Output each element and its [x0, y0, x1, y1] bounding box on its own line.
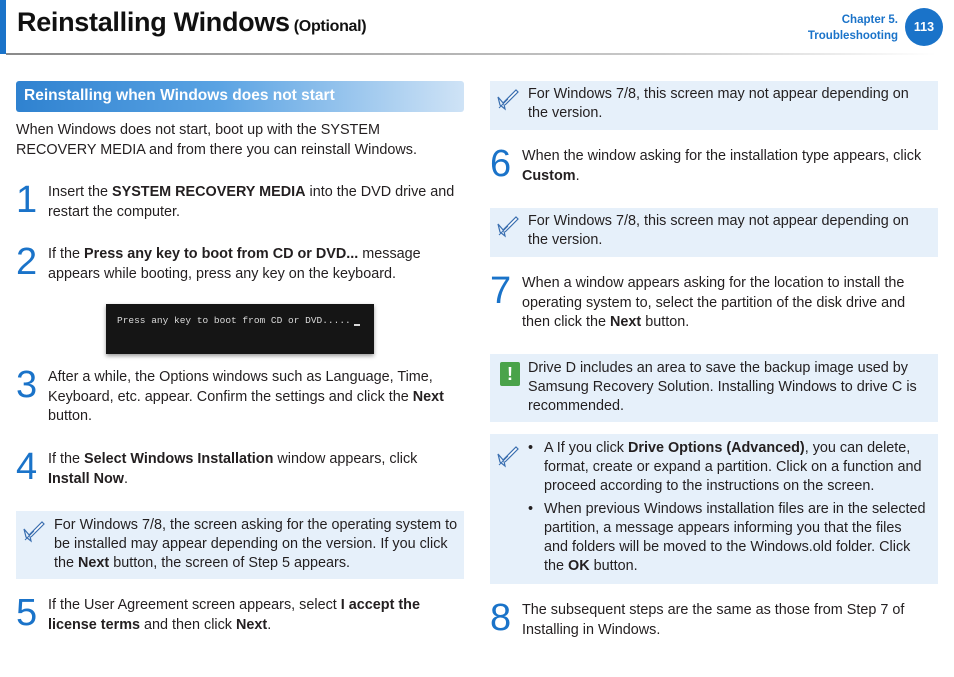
- step-number: 8: [490, 597, 512, 639]
- tip-text-part: When previous Windows installation files are in the selected partition, a message appears informing you that the files and folders will be moved to the Windows.old folder. Click the: [544, 501, 926, 574]
- step-text-bold: Next: [412, 388, 444, 405]
- section-heading: [16, 81, 464, 112]
- chapter-title: Troubleshooting: [807, 30, 898, 42]
- chapter-number: Chapter 5.: [841, 14, 898, 26]
- page-title-optional: (Optional): [293, 18, 367, 35]
- step-number: 6: [490, 143, 512, 185]
- boot-screen-text: Press any key to boot from CD or DVD.....: [117, 315, 351, 326]
- section-heading-text: Reinstalling when Windows does not start: [24, 87, 335, 104]
- cursor: [354, 324, 360, 326]
- step-8-text: The subsequent steps are the same as those from Step 7 of Installing in Windows.: [522, 602, 905, 638]
- tip-text-part: A If you click: [544, 440, 628, 456]
- step-text-part: When a window appears asking for the location to install the operating system to, select the partition of the disk drive and then click the: [522, 275, 906, 330]
- step-text-part: After a while, the Options windows such as Language, Time, Keyboard, etc. appear. Confirm the settings and click the: [48, 369, 433, 405]
- step-1-text: [48, 183, 458, 222]
- tips-list: [528, 439, 926, 580]
- step-text-bold: SYSTEM RECOVERY MEDIA: [112, 184, 306, 200]
- note-box: [490, 81, 938, 130]
- note-text-bold: Next: [78, 555, 110, 571]
- step-number: 2: [16, 241, 38, 283]
- note-text-part: button, the screen of Step 5 appears.: [109, 555, 351, 571]
- step-number: 1: [16, 179, 38, 221]
- step-text-part: into the DVD drive and restart the computer.: [48, 184, 455, 220]
- step-text-part: If the: [48, 451, 84, 467]
- note-box: [490, 208, 938, 257]
- step-text-part: .: [575, 167, 580, 184]
- boot-screen-image: [106, 304, 374, 354]
- tip-text-part: button.: [589, 558, 638, 574]
- note-text: For Windows 7/8, this screen may not appear depending on the version.: [528, 86, 909, 121]
- note-text: [54, 516, 459, 573]
- step-number: 7: [490, 270, 512, 312]
- list-item: [528, 500, 926, 576]
- chapter-label: [808, 12, 898, 44]
- tips-box: [490, 434, 938, 584]
- tip-text-bold: Drive Options (Advanced): [627, 440, 805, 456]
- step-text-bold: Install Now: [48, 470, 124, 487]
- pencil-note-icon: [22, 519, 46, 543]
- note-text: For Windows 7/8, this screen may not appear depending on the version.: [528, 213, 909, 248]
- step-number: 4: [16, 446, 38, 488]
- step-7-text: [522, 274, 937, 333]
- step-text-part: If the: [48, 246, 84, 262]
- pencil-note-icon: [496, 87, 520, 111]
- page-title: [17, 7, 366, 38]
- exclamation-icon: !: [500, 362, 520, 386]
- step-text-part: If the User Agreement screen appears, select: [48, 597, 341, 613]
- step-4-text: [48, 450, 458, 489]
- step-6-text: [522, 147, 934, 186]
- step-text-part: message appears while booting, press any key on the keyboard.: [48, 246, 421, 282]
- step-text-part: button.: [641, 314, 690, 330]
- page-title-text: Reinstalling Windows: [17, 7, 290, 37]
- step-text-part: Insert the: [48, 184, 112, 200]
- step-text-bold: Select Windows Installation: [84, 451, 274, 467]
- step-text-bold: Next: [236, 616, 268, 633]
- section-intro: When Windows does not start, boot up with the SYSTEM RECOVERY MEDIA and from there you can reinstall Windows.: [16, 122, 417, 158]
- tip-text-part: , you can delete, format, create or expand a partition. Click on a function and proceed according to the instructions on the screen.: [544, 440, 922, 494]
- step-text-bold: Press any key to boot from CD or DVD...: [84, 246, 359, 262]
- header-divider: [6, 53, 936, 55]
- pencil-note-icon: [496, 444, 520, 468]
- step-2-text: [48, 245, 458, 284]
- step-text-bold: Next: [610, 314, 642, 330]
- step-text-part: .: [123, 470, 128, 487]
- step-3-text: [48, 368, 460, 427]
- warning-text: Drive D includes an area to save the backup image used by Samsung Recovery Solution. Installing Windows to drive C is recommended.: [528, 360, 917, 414]
- note-box: [16, 511, 464, 579]
- tip-text-bold: OK: [568, 558, 590, 574]
- step-text-bold: I accept the license terms: [48, 597, 420, 633]
- step-text-bold: Custom: [522, 167, 576, 184]
- step-text-part: When the window asking for the installation type appears, click: [522, 148, 922, 164]
- step-text-part: .: [267, 616, 272, 633]
- list-item: [528, 439, 926, 496]
- note-text-part: For Windows 7/8, the screen asking for the operating system to be installed may appear depending on the version. If you click the: [54, 517, 458, 571]
- pencil-note-icon: [496, 214, 520, 238]
- warning-box: [490, 354, 938, 422]
- step-text-part: window appears, click: [273, 451, 418, 467]
- step-text-part: button.: [48, 408, 93, 424]
- step-number: 3: [16, 364, 38, 406]
- header-accent-bar: [0, 0, 6, 54]
- step-text-part: and then click: [140, 616, 236, 633]
- step-5-text: [48, 596, 458, 635]
- step-number: 5: [16, 592, 38, 634]
- page-number-badge: 113: [905, 8, 943, 46]
